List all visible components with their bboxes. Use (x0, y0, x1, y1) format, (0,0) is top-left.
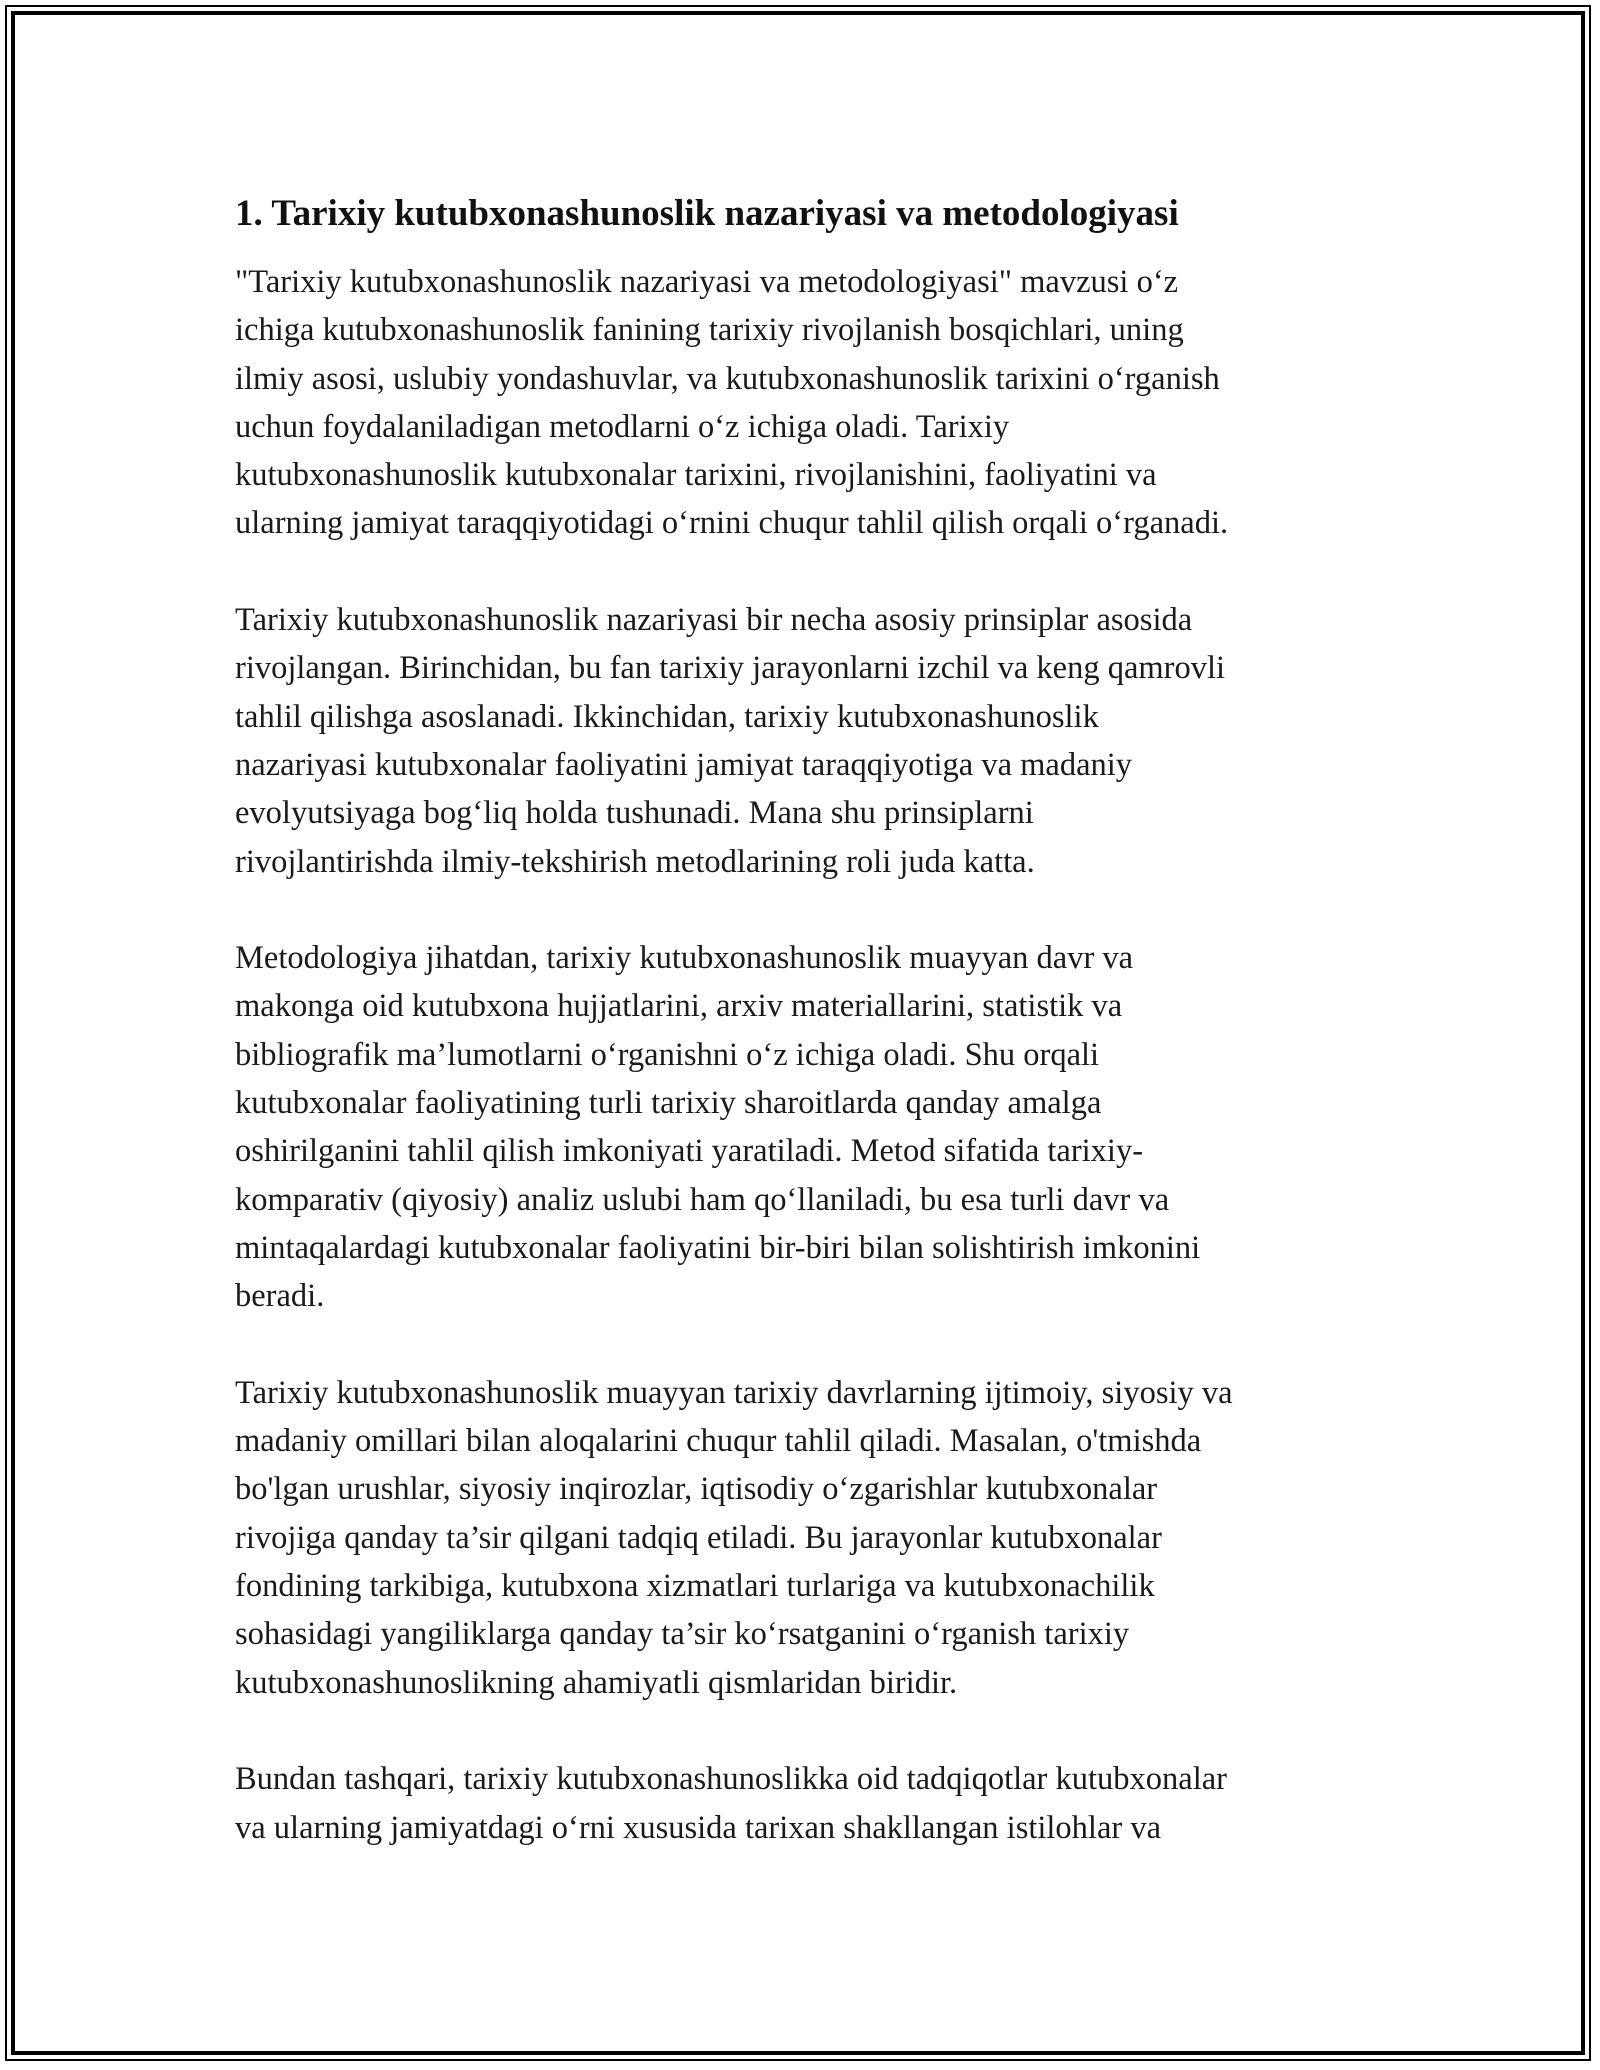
section-heading: 1. Tarixiy kutubxonashunoslik nazariyasi va metodologiyasi (235, 193, 1179, 234)
paragraph-2: Tarixiy kutubxonashunoslik nazariyasi bir necha asosiy prinsiplar asosida rivojlangan. Birinchidan, bu fan tarixiy jarayonlarni izchil va keng qamrovli tahlil qilishga asoslanadi. Ikkinchidan, tarixiy kutubxonashunoslik nazariyasi kutubxonalar faoliyatini jamiyat taraqqiyotiga va madaniy evolyutsiyaga bog‘liq holda tushunadi. Mana shu prinsiplarni rivojlantirishda ilmiy-tekshirish metodlarining roli juda katta. (235, 602, 1226, 880)
paragraph-3: Metodologiya jihatdan, tarixiy kutubxonashunoslik muayyan davr va makonga oid kutubxona hujjatlarini, arxiv materiallarini, statistik va bibliografik ma’lumotlarni o‘rganishni o‘z ichiga oladi. Shu orqali kutubxonalar faoliyatining turli tarixiy sharoitlarda qanday amalga oshirilganini tahlil qilish imkoniyati yaratiladi. Metod sifatida tarixiy- komparativ (qiyosiy) analiz uslubi ham qo‘llaniladi, bu esa turli davr va mintaqalardagi kutubxonalar faoliyatini bir-biri bilan solishtirish imkonini beradi. (235, 940, 1201, 1315)
paragraph-4: Tarixiy kutubxonashunoslik muayyan tarixiy davrlarning ijtimoiy, siyosiy va madaniy omillari bilan aloqalarini chuqur tahlil qiladi. Masalan, o'tmishda bo'lgan urushlar, siyosiy inqirozlar, iqtisodiy o‘zgarishlar kutubxonalar rivojiga qanday ta’sir qilgani tadqiq etiladi. Bu jarayonlar kutubxonalar fondining tarkibiga, kutubxona xizmatlari turlariga va kutubxonachilik sohasidagi yangiliklarga qanday ta’sir ko‘rsatganini o‘rganish tarixiy kutubxonashunoslikning ahamiyatli qismlaridan biridir. (235, 1374, 1233, 1701)
paragraph-5: Bundan tashqari, tarixiy kutubxonashunoslikka oid tadqiqotlar kutubxonalar va ularning jamiyatdagi o‘rni xususida tarixan shakllangan istilohlar va (235, 1761, 1227, 1846)
paragraph-1: "Tarixiy kutubxonashunoslik nazariyasi va metodologiyasi" mavzusi o‘z ichiga kutubxonashunoslik fanining tarixiy rivojlanish bosqichlari, uning ilmiy asosi, uslubiy yondashuvlar, va kutubxonashunoslik tarixini o‘rganish uchun foydalaniladigan metodlarni o‘z ichiga oladi. Tarixiy kutubxonashunoslik kutubxonalar tarixini, rivojlanishini, faoliyatini va ularning jamiyat taraqqiyotidagi o‘rnini chuqur tahlil qilish orqali o‘rganadi. (235, 264, 1229, 542)
document-body (235, 186, 1375, 1900)
